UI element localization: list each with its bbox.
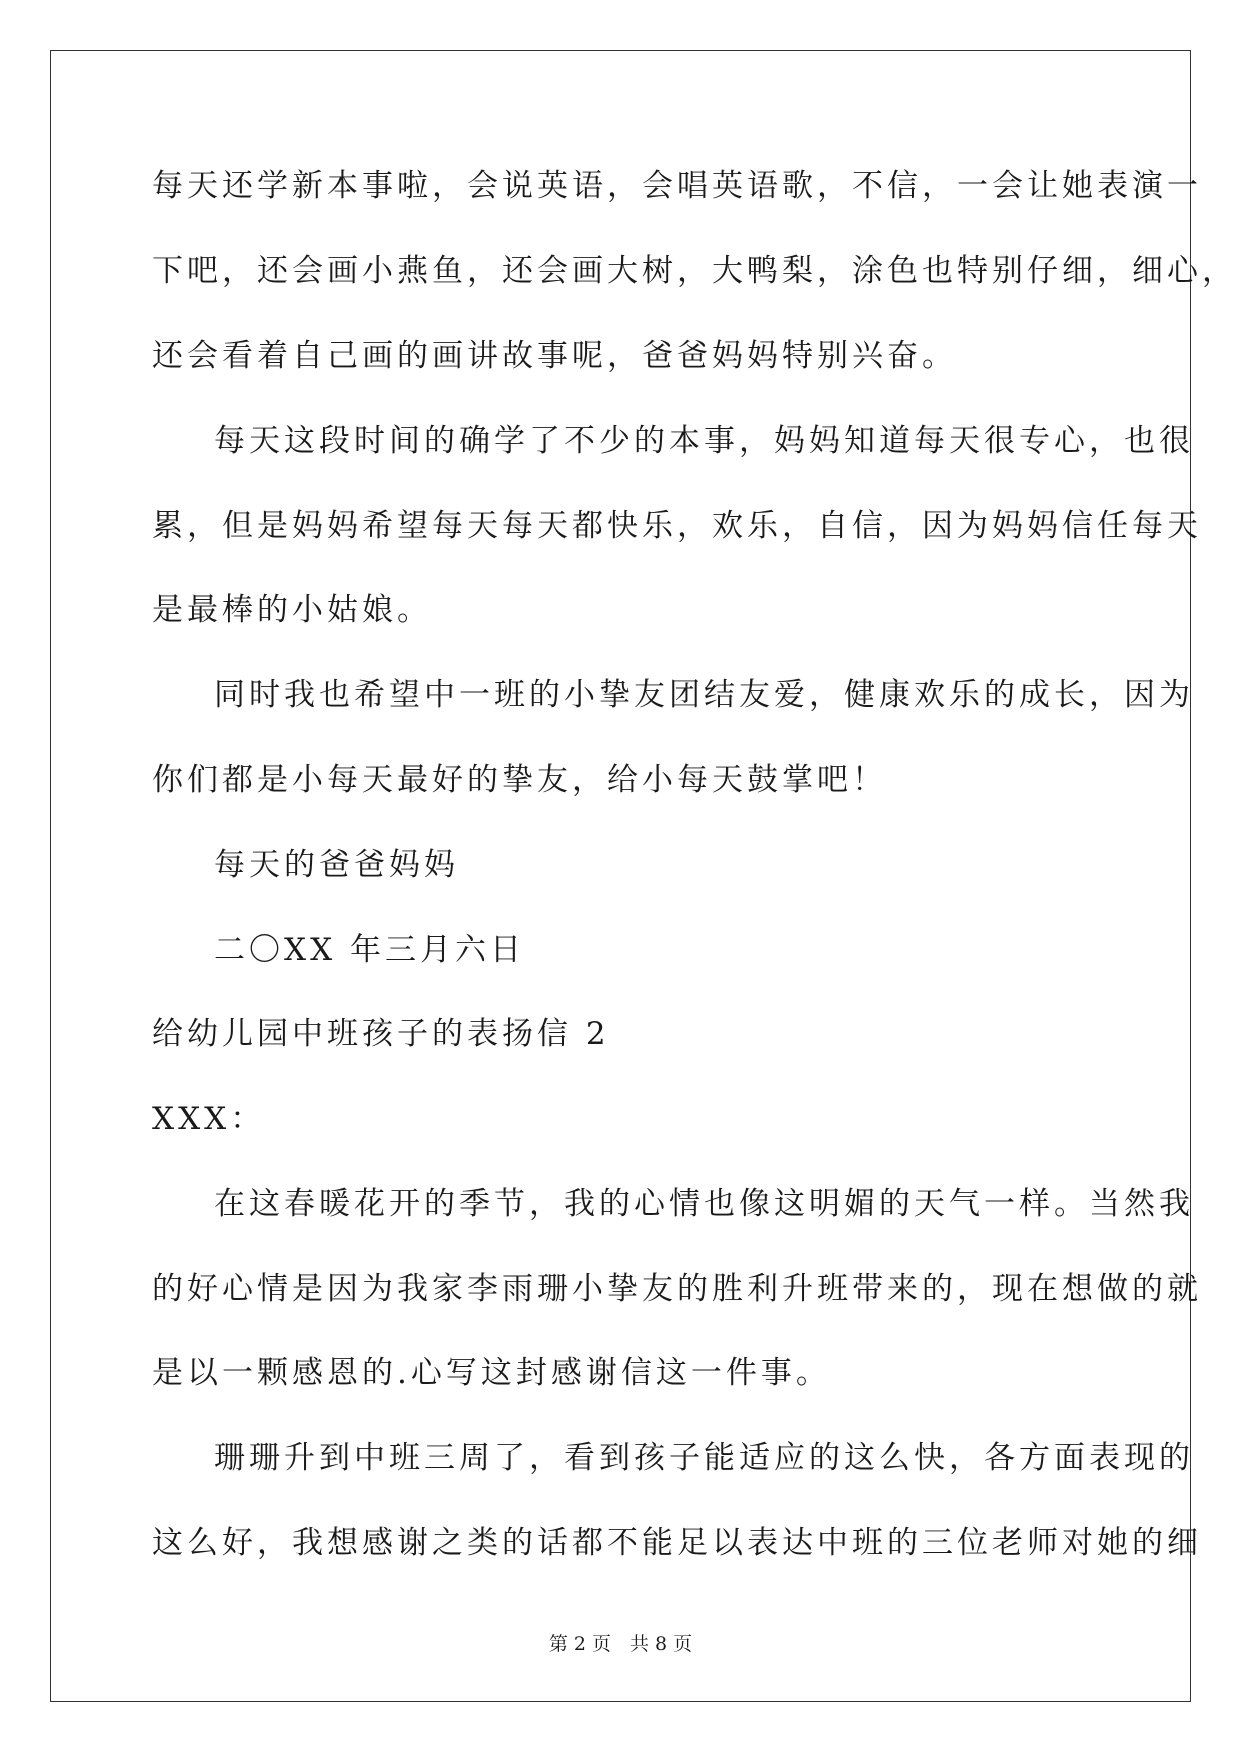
text-line: 每天还学新本事啦，会说英语，会唱英语歌，不信，一会让她表演一 xyxy=(152,168,1202,204)
page-number: 第 2 页 共 8 页 xyxy=(548,1633,693,1655)
date-line: 二〇XX 年三月六日 xyxy=(214,932,525,968)
section-title: 给幼儿园中班孩子的表扬信 2 xyxy=(152,1016,610,1052)
text-line: 你们都是小每天最好的挚友，给小每天鼓掌吧！ xyxy=(152,762,887,798)
text-line: 是最棒的小姑娘。 xyxy=(152,592,432,628)
text-line: 是以一颗感恩的.心写这封感谢信这一件事。 xyxy=(152,1355,831,1391)
salutation: XXX： xyxy=(152,1101,266,1137)
text-line: 下吧，还会画小燕鱼，还会画大树，大鸭梨，涂色也特别仔细，细心， xyxy=(152,253,1237,289)
signature: 每天的爸爸妈妈 xyxy=(214,847,459,883)
text-line: 同时我也希望中一班的小挚友团结友爱，健康欢乐的成长，因为 xyxy=(214,677,1194,713)
text-line: 珊珊升到中班三周了，看到孩子能适应的这么快，各方面表现的 xyxy=(214,1440,1194,1476)
text-line: 累，但是妈妈希望每天每天都快乐，欢乐，自信，因为妈妈信任每天 xyxy=(152,508,1202,544)
text-line: 每天这段时间的确学了不少的本事，妈妈知道每天很专心，也很 xyxy=(214,423,1194,459)
text-line: 的好心情是因为我家李雨珊小挚友的胜利升班带来的，现在想做的就 xyxy=(152,1271,1202,1307)
text-line: 这么好，我想感谢之类的话都不能足以表达中班的三位老师对她的细 xyxy=(152,1525,1202,1561)
text-line: 在这春暖花开的季节，我的心情也像这明媚的天气一样。当然我 xyxy=(214,1186,1194,1222)
text-line: 还会看着自己画的画讲故事呢，爸爸妈妈特别兴奋。 xyxy=(152,338,957,374)
